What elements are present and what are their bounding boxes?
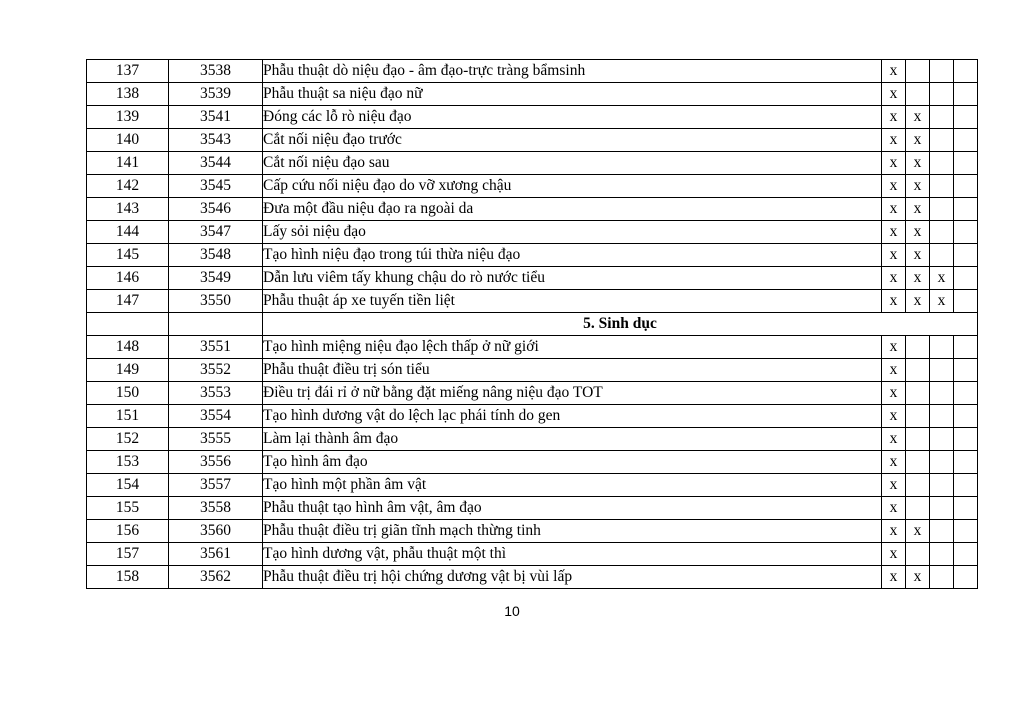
level-mark-3 — [930, 428, 954, 451]
table-row — [87, 451, 978, 474]
level-mark-3 — [930, 60, 954, 83]
procedure-code: 3539 — [169, 83, 263, 106]
row-number: 155 — [87, 497, 169, 520]
procedure-code: 3549 — [169, 267, 263, 290]
level-mark-3 — [930, 106, 954, 129]
level-mark-4 — [954, 451, 978, 474]
level-mark-1: x — [882, 129, 906, 152]
level-mark-1: x — [882, 175, 906, 198]
row-number: 137 — [87, 60, 169, 83]
level-mark-4 — [954, 106, 978, 129]
procedure-code: 3557 — [169, 474, 263, 497]
level-mark-4 — [954, 382, 978, 405]
procedure-name: Cắt nối niệu đạo trước — [263, 129, 882, 152]
procedure-name: Phẫu thuật sa niệu đạo nữ — [263, 83, 882, 106]
table-row — [87, 129, 978, 152]
procedure-code: 3556 — [169, 451, 263, 474]
row-number: 142 — [87, 175, 169, 198]
table-row — [87, 474, 978, 497]
level-mark-4 — [954, 520, 978, 543]
level-mark-2 — [906, 474, 930, 497]
level-mark-4 — [954, 83, 978, 106]
row-number: 140 — [87, 129, 169, 152]
row-number: 141 — [87, 152, 169, 175]
row-number: 143 — [87, 198, 169, 221]
procedure-name: Tạo hình dương vật, phẫu thuật một thì — [263, 543, 882, 566]
row-number: 149 — [87, 359, 169, 382]
level-mark-3 — [930, 382, 954, 405]
procedure-name: Đưa một đầu niệu đạo ra ngoài da — [263, 198, 882, 221]
procedure-code: 3562 — [169, 566, 263, 589]
procedure-code: 3560 — [169, 520, 263, 543]
procedure-name: Làm lại thành âm đạo — [263, 428, 882, 451]
row-number: 158 — [87, 566, 169, 589]
level-mark-1: x — [882, 267, 906, 290]
table-row — [87, 221, 978, 244]
table-body — [87, 60, 978, 589]
row-number: 147 — [87, 290, 169, 313]
row-number: 157 — [87, 543, 169, 566]
level-mark-4 — [954, 428, 978, 451]
level-mark-2 — [906, 428, 930, 451]
procedure-code: 3547 — [169, 221, 263, 244]
level-mark-1: x — [882, 106, 906, 129]
level-mark-4 — [954, 244, 978, 267]
level-mark-1: x — [882, 83, 906, 106]
procedure-name: Tạo hình niệu đạo trong túi thừa niệu đạo — [263, 244, 882, 267]
procedure-name: Phẫu thuật dò niệu đạo - âm đạo-trực tràng bẩmsinh — [263, 60, 882, 83]
table-row — [87, 428, 978, 451]
level-mark-4 — [954, 198, 978, 221]
procedure-code: 3561 — [169, 543, 263, 566]
level-mark-4 — [954, 359, 978, 382]
level-mark-4 — [954, 221, 978, 244]
level-mark-2: x — [906, 129, 930, 152]
procedure-name: Phẫu thuật điều trị giãn tĩnh mạch thừng tinh — [263, 520, 882, 543]
procedure-code: 3552 — [169, 359, 263, 382]
level-mark-2 — [906, 336, 930, 359]
procedure-name: Phẫu thuật tạo hình âm vật, âm đạo — [263, 497, 882, 520]
procedure-code: 3545 — [169, 175, 263, 198]
row-number: 139 — [87, 106, 169, 129]
level-mark-3 — [930, 405, 954, 428]
level-mark-1: x — [882, 336, 906, 359]
level-mark-2 — [906, 382, 930, 405]
level-mark-2: x — [906, 152, 930, 175]
procedure-name: Cắt nối niệu đạo sau — [263, 152, 882, 175]
procedure-code: 3550 — [169, 290, 263, 313]
table-row — [87, 336, 978, 359]
code-cell-empty — [169, 313, 263, 336]
table-row — [87, 520, 978, 543]
level-mark-2 — [906, 543, 930, 566]
level-mark-4 — [954, 60, 978, 83]
level-mark-3 — [930, 175, 954, 198]
level-mark-3 — [930, 129, 954, 152]
row-number: 153 — [87, 451, 169, 474]
level-mark-3 — [930, 497, 954, 520]
table-row — [87, 106, 978, 129]
level-mark-4 — [954, 175, 978, 198]
procedure-code: 3548 — [169, 244, 263, 267]
level-mark-1: x — [882, 543, 906, 566]
row-number: 152 — [87, 428, 169, 451]
level-mark-4 — [954, 152, 978, 175]
level-mark-3: x — [930, 267, 954, 290]
level-mark-2: x — [906, 290, 930, 313]
level-mark-1: x — [882, 244, 906, 267]
level-mark-2 — [906, 83, 930, 106]
row-number: 144 — [87, 221, 169, 244]
level-mark-3 — [930, 451, 954, 474]
page-number: 10 — [504, 603, 520, 619]
procedure-name: Phẫu thuật áp xe tuyến tiền liệt — [263, 290, 882, 313]
level-mark-3 — [930, 83, 954, 106]
table-row — [87, 290, 978, 313]
level-mark-2: x — [906, 221, 930, 244]
procedure-name: Lấy sỏi niệu đạo — [263, 221, 882, 244]
procedure-name: Tạo hình dương vật do lệch lạc phái tính do gen — [263, 405, 882, 428]
table-row — [87, 198, 978, 221]
procedure-name: Cấp cứu nối niệu đạo do vỡ xương chậu — [263, 175, 882, 198]
level-mark-3 — [930, 152, 954, 175]
stt-cell-empty — [87, 313, 169, 336]
level-mark-1: x — [882, 290, 906, 313]
table-row — [87, 244, 978, 267]
level-mark-4 — [954, 336, 978, 359]
level-mark-1: x — [882, 520, 906, 543]
level-mark-4 — [954, 543, 978, 566]
level-mark-3 — [930, 566, 954, 589]
procedure-code: 3538 — [169, 60, 263, 83]
level-mark-3 — [930, 359, 954, 382]
level-mark-3 — [930, 543, 954, 566]
section-title: 5. Sinh dục — [263, 313, 978, 336]
row-number: 138 — [87, 83, 169, 106]
section-header-row — [87, 313, 978, 336]
level-mark-2: x — [906, 198, 930, 221]
table-row — [87, 497, 978, 520]
procedure-table — [86, 59, 978, 589]
table-row — [87, 83, 978, 106]
level-mark-1: x — [882, 405, 906, 428]
level-mark-4 — [954, 267, 978, 290]
procedure-code: 3558 — [169, 497, 263, 520]
level-mark-2: x — [906, 267, 930, 290]
level-mark-4 — [954, 566, 978, 589]
procedure-code: 3554 — [169, 405, 263, 428]
level-mark-4 — [954, 405, 978, 428]
level-mark-3 — [930, 336, 954, 359]
level-mark-2: x — [906, 520, 930, 543]
level-mark-3 — [930, 221, 954, 244]
procedure-name: Phẫu thuật điều trị són tiểu — [263, 359, 882, 382]
level-mark-1: x — [882, 428, 906, 451]
procedure-name: Dẫn lưu viêm tấy khung chậu do rò nước tiểu — [263, 267, 882, 290]
procedure-name: Tạo hình một phần âm vật — [263, 474, 882, 497]
row-number: 145 — [87, 244, 169, 267]
level-mark-2 — [906, 60, 930, 83]
procedure-name: Đóng các lỗ rò niệu đạo — [263, 106, 882, 129]
level-mark-1: x — [882, 152, 906, 175]
row-number: 148 — [87, 336, 169, 359]
level-mark-2: x — [906, 106, 930, 129]
level-mark-3 — [930, 474, 954, 497]
level-mark-3: x — [930, 290, 954, 313]
table-row — [87, 175, 978, 198]
table-row — [87, 405, 978, 428]
table-row — [87, 543, 978, 566]
procedure-name: Điều trị đái rỉ ở nữ bằng đặt miếng nâng niệu đạo TOT — [263, 382, 882, 405]
table-row — [87, 566, 978, 589]
level-mark-2: x — [906, 175, 930, 198]
procedure-name: Tạo hình âm đạo — [263, 451, 882, 474]
level-mark-4 — [954, 474, 978, 497]
level-mark-1: x — [882, 359, 906, 382]
level-mark-1: x — [882, 60, 906, 83]
procedure-code: 3541 — [169, 106, 263, 129]
level-mark-2 — [906, 359, 930, 382]
level-mark-1: x — [882, 451, 906, 474]
level-mark-2 — [906, 497, 930, 520]
level-mark-2: x — [906, 566, 930, 589]
row-number: 146 — [87, 267, 169, 290]
level-mark-1: x — [882, 474, 906, 497]
level-mark-1: x — [882, 198, 906, 221]
table-row — [87, 267, 978, 290]
table-row — [87, 382, 978, 405]
table-row — [87, 60, 978, 83]
level-mark-1: x — [882, 497, 906, 520]
level-mark-3 — [930, 198, 954, 221]
level-mark-1: x — [882, 221, 906, 244]
level-mark-4 — [954, 290, 978, 313]
level-mark-3 — [930, 520, 954, 543]
procedure-code: 3553 — [169, 382, 263, 405]
level-mark-1: x — [882, 566, 906, 589]
procedure-name: Phẫu thuật điều trị hội chứng dương vật bị vùi lấp — [263, 566, 882, 589]
table-row — [87, 152, 978, 175]
row-number: 150 — [87, 382, 169, 405]
procedure-code: 3544 — [169, 152, 263, 175]
level-mark-4 — [954, 497, 978, 520]
procedure-code: 3551 — [169, 336, 263, 359]
procedure-name: Tạo hình miệng niệu đạo lệch thấp ở nữ giới — [263, 336, 882, 359]
level-mark-2 — [906, 451, 930, 474]
level-mark-4 — [954, 129, 978, 152]
level-mark-1: x — [882, 382, 906, 405]
level-mark-2 — [906, 405, 930, 428]
table-row — [87, 359, 978, 382]
row-number: 156 — [87, 520, 169, 543]
level-mark-3 — [930, 244, 954, 267]
row-number: 154 — [87, 474, 169, 497]
level-mark-2: x — [906, 244, 930, 267]
row-number: 151 — [87, 405, 169, 428]
procedure-code: 3546 — [169, 198, 263, 221]
procedure-code: 3543 — [169, 129, 263, 152]
procedure-code: 3555 — [169, 428, 263, 451]
